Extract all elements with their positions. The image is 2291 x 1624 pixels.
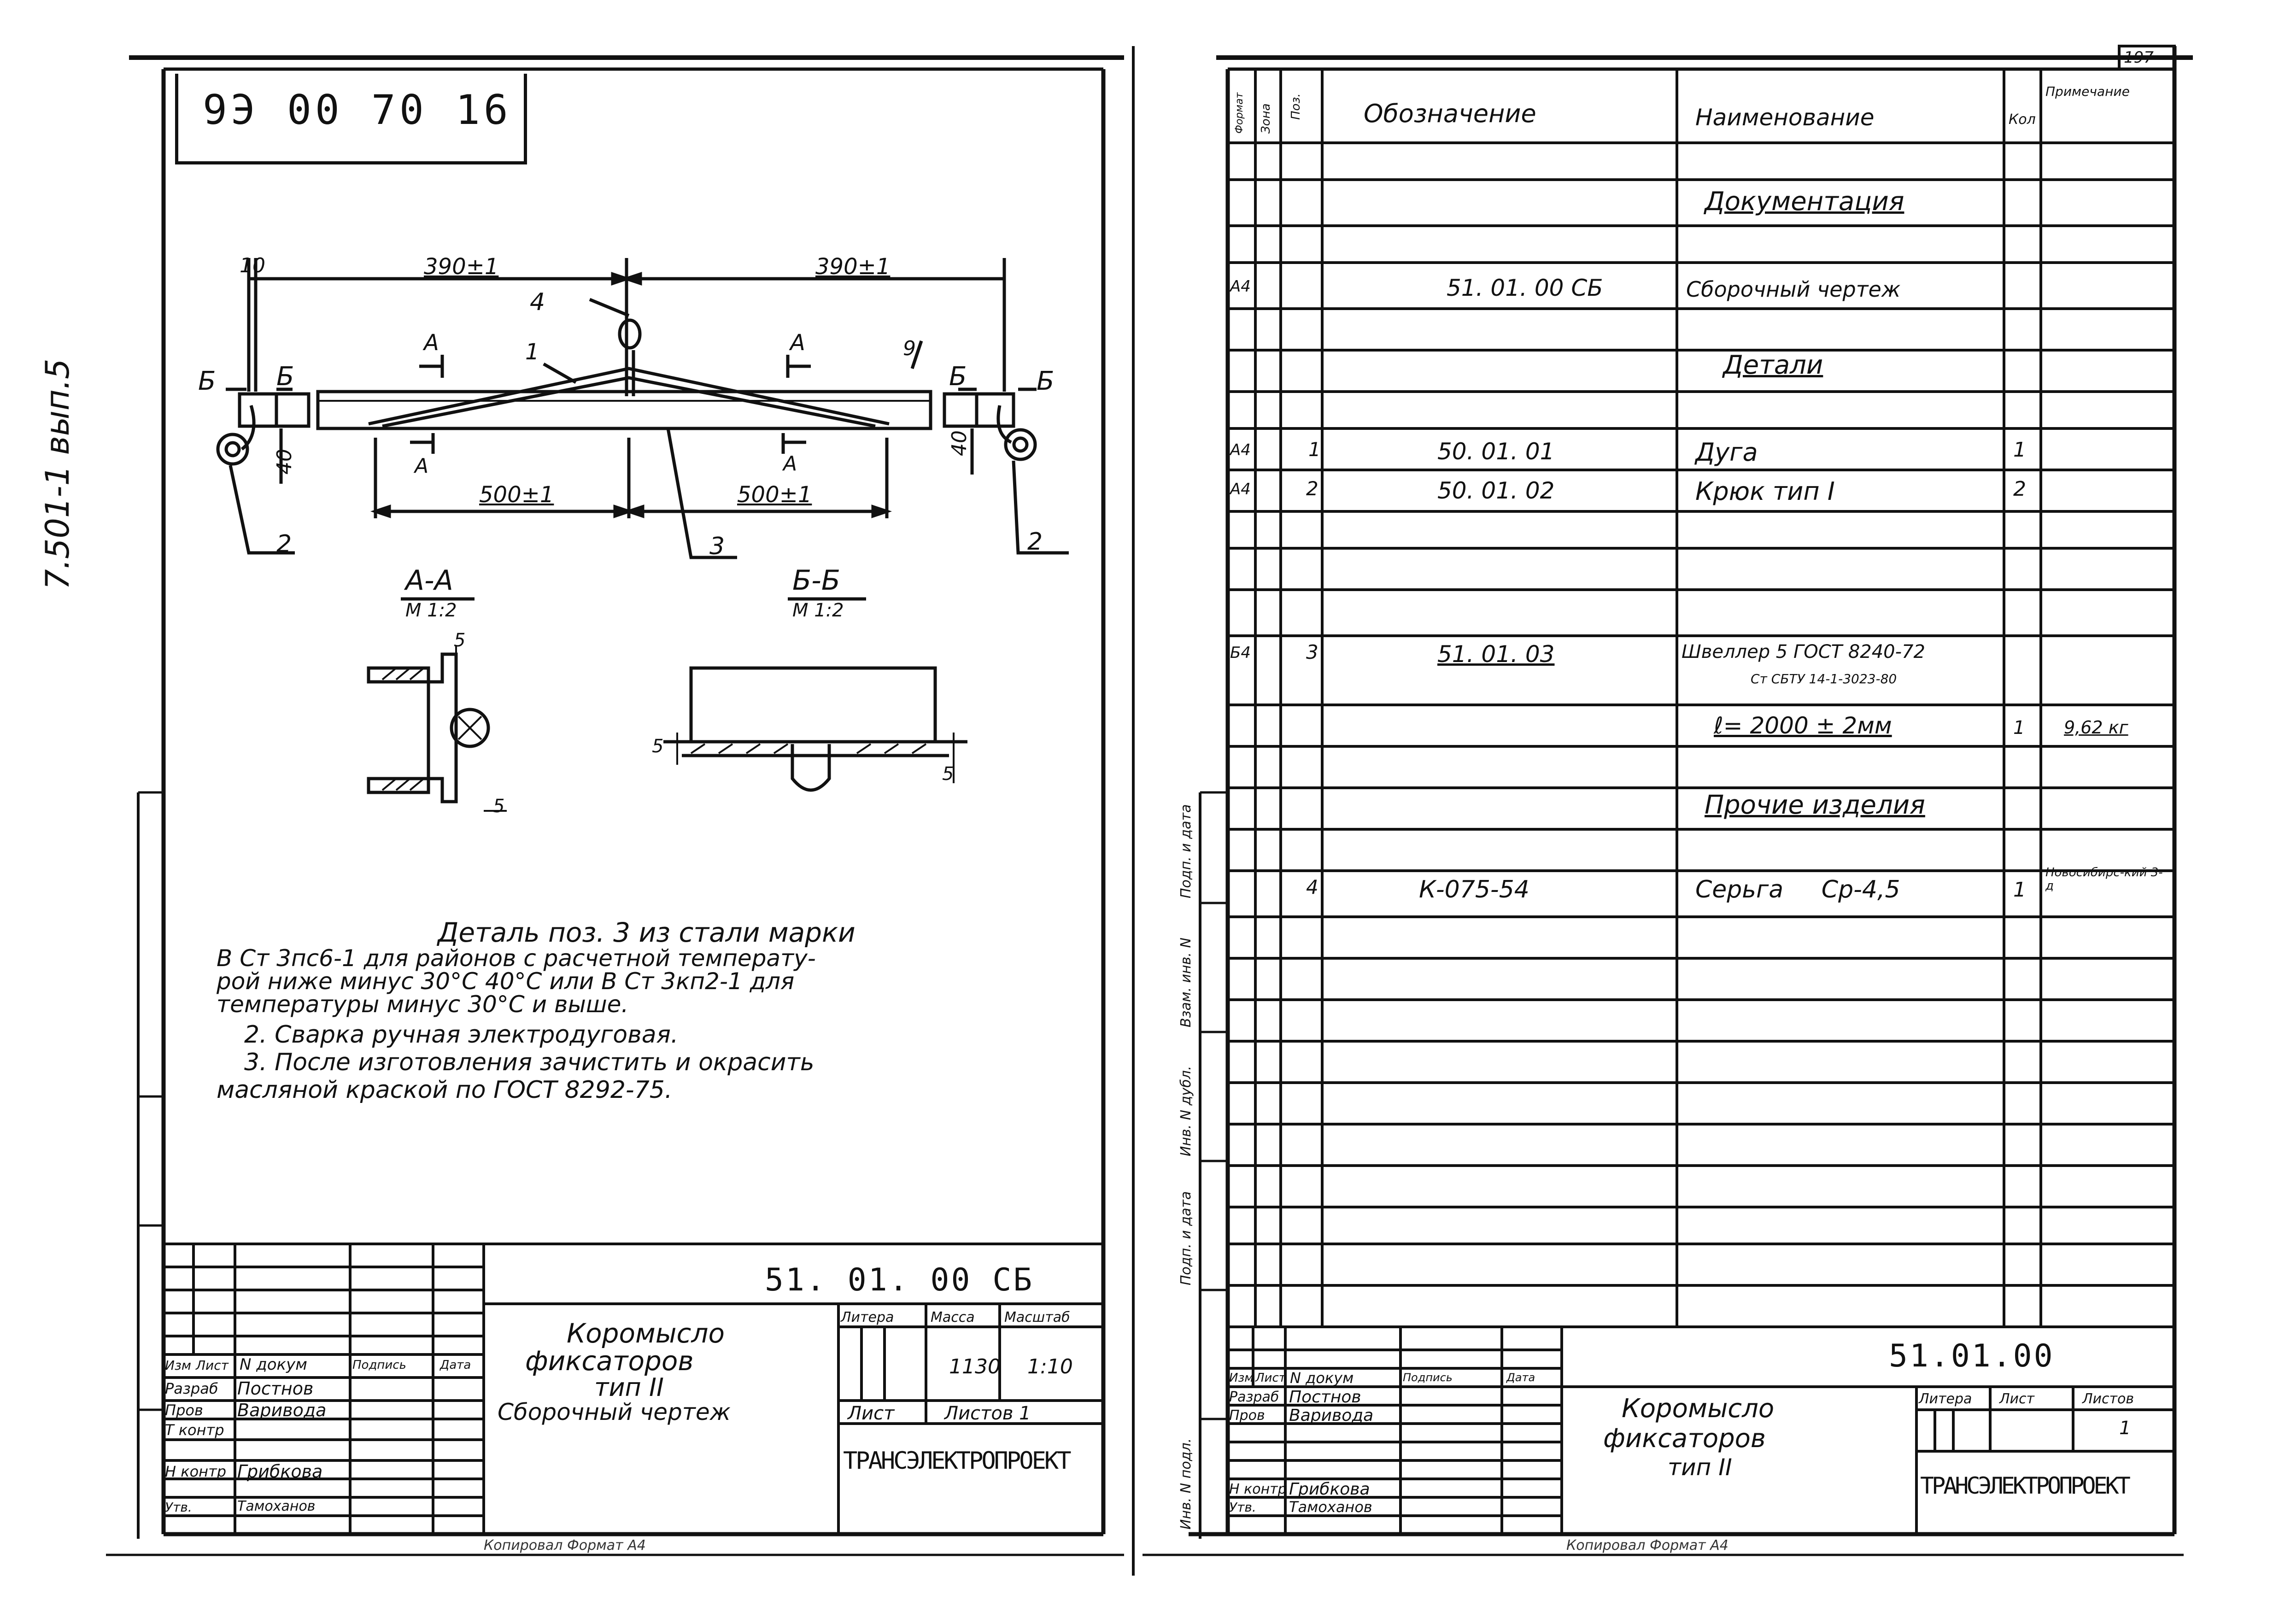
section-mark-a-2: А: [790, 330, 805, 356]
section-mark-b-1: Б: [198, 366, 216, 396]
right-hdr-litera: Литера: [1919, 1391, 1972, 1407]
right-org: ТРАНСЭЛЕКТРОПРОЕКТ: [1920, 1472, 2128, 1499]
row-length-qty: 1: [2013, 717, 2025, 739]
hdr-note: Примечание: [2045, 84, 2130, 99]
left-head-izm: Изм: [165, 1358, 191, 1373]
right-person-4: Грибкова: [1289, 1480, 1370, 1499]
left-role-6: Утв.: [165, 1500, 192, 1515]
section-b-scale: М 1:2: [792, 600, 844, 621]
row-1-qty: 1: [2013, 438, 2026, 462]
left-hdr-masshtab: Масштаб: [1004, 1309, 1070, 1325]
right-title-line-2: фиксаторов: [1603, 1424, 1766, 1454]
dim-390-left: 390±1: [424, 254, 499, 280]
section-mark-a-3: А: [415, 454, 429, 478]
right-role-4: Н контр: [1229, 1481, 1287, 1497]
note-line-2: В Ст 3пс6-1 для районов с расчетной температу-: [217, 945, 816, 972]
left-hdr-massa: Масса: [931, 1309, 975, 1325]
section-mark-b-3: Б: [949, 362, 967, 392]
callout-2-left: 2: [276, 530, 292, 558]
hdr-name: Наименование: [1695, 104, 1875, 131]
row-4-name: Серьга Ср-4,5: [1695, 876, 1900, 903]
side-label-signature-1: Подп. и дата: [1178, 804, 1194, 898]
row-2-designation: 50. 01. 02: [1437, 477, 1555, 504]
row-4-note: Новосибирс-кий 3-д: [2045, 866, 2163, 893]
row-3-name: Швеллер 5 ГОСТ 8240-72: [1682, 641, 1925, 662]
row-assembly-name: Сборочный чертеж: [1686, 277, 1901, 302]
dim-9: 9: [903, 337, 916, 360]
left-person-1: Постнов: [237, 1378, 314, 1399]
row-1-format: А4: [1230, 441, 1251, 459]
left-title-line-2: фиксаторов: [525, 1345, 694, 1377]
row-length-note: 9,62 кг: [2064, 717, 2128, 738]
left-org: ТРАНСЭЛЕКТРОПРОЕКТ: [843, 1447, 1070, 1475]
left-person-5: Грибкова: [237, 1461, 323, 1482]
dim-500-left: 500±1: [479, 482, 554, 508]
right-role-5: Утв.: [1229, 1500, 1256, 1515]
callout-1: 1: [525, 339, 539, 365]
left-title-line-3: тип II: [594, 1373, 664, 1402]
section-a-title: А-А: [405, 564, 453, 597]
row-1-name: Дуга: [1695, 438, 1758, 467]
right-hdr-list: Лист: [1999, 1391, 2035, 1407]
section-mark-a-1: А: [424, 330, 439, 356]
left-head-ndok: N докум: [240, 1355, 307, 1374]
left-person-6: Тамоханов: [237, 1498, 316, 1514]
row-3-name-standard: Ст СБТУ 14-1-3023-80: [1751, 671, 1897, 686]
right-role-1: Разраб: [1229, 1389, 1279, 1405]
side-label-signature-2: Подп. и дата: [1178, 1191, 1194, 1285]
left-person-2: Варивода: [237, 1400, 327, 1420]
row-assembly-designation: 51. 01. 00 СБ: [1447, 275, 1603, 301]
left-head-podpis: Подпись: [352, 1358, 406, 1372]
note-line-7: масляной краской по ГОСТ 8292-75.: [217, 1076, 673, 1104]
left-footer: Копировал Формат А4: [484, 1537, 646, 1554]
row-3-pos: 3: [1306, 641, 1318, 663]
row-documentation-section: Документация: [1705, 187, 1904, 217]
section-mark-b-4: Б: [1037, 366, 1055, 396]
right-footer: Копировал Формат А4: [1566, 1537, 1729, 1554]
section-b-dim-5-left: 5: [652, 736, 664, 757]
left-mass: 1130: [949, 1355, 1001, 1378]
row-4-qty: 1: [2013, 878, 2026, 902]
row-2-name: Крюк тип I: [1695, 477, 1835, 506]
row-4-pos: 4: [1306, 876, 1318, 898]
section-b-title: Б-Б: [792, 564, 840, 597]
section-a-dim-5-top: 5: [454, 630, 466, 651]
left-scale: 1:10: [1027, 1355, 1073, 1378]
dim-390-right: 390±1: [815, 254, 891, 280]
side-label-dup-inv: Инв. N дубл.: [1178, 1066, 1194, 1156]
row-3-format: Б4: [1230, 644, 1251, 662]
row-4-designation: К-075-54: [1419, 876, 1529, 903]
right-role-2: Пров: [1229, 1407, 1265, 1424]
hdr-format: Формат: [1234, 92, 1245, 134]
row-1-designation: 50. 01. 01: [1437, 438, 1555, 465]
note-line-4: температуры минус 30°С и выше.: [217, 991, 629, 1018]
hdr-pos: Поз.: [1289, 93, 1303, 120]
left-title-line-4: Сборочный чертеж: [498, 1399, 731, 1425]
note-line-1: Деталь поз. 3 из стали марки: [438, 917, 855, 948]
section-a-dim-5-bottom: 5: [493, 796, 505, 817]
section-mark-b-2: Б: [276, 362, 294, 392]
row-1-pos: 1: [1308, 438, 1321, 461]
left-doc-code: 51. 01. 00 СБ: [765, 1262, 1034, 1298]
right-person-1: Постнов: [1289, 1388, 1361, 1407]
right-title-line-3: тип II: [1668, 1454, 1732, 1481]
stamp-code: 9Э 00 70 16: [203, 86, 512, 134]
dim-10: 10: [240, 254, 265, 277]
left-sheets-label: Листов 1: [944, 1403, 1031, 1424]
right-person-2: Варивода: [1289, 1406, 1374, 1425]
callout-2-right: 2: [1027, 528, 1043, 556]
right-head-izm: Изм: [1229, 1371, 1254, 1385]
row-2-format: А4: [1230, 480, 1251, 498]
left-hdr-litera: Литера: [841, 1309, 894, 1325]
right-person-5: Тамоханов: [1289, 1498, 1372, 1516]
hdr-zone: Зона: [1259, 103, 1273, 134]
side-note: 7.501-1 вып.5: [39, 358, 76, 590]
hdr-designation: Обозначение: [1364, 99, 1536, 128]
left-role-5: Н контр: [165, 1463, 227, 1480]
left-sheet-label: Лист: [848, 1403, 895, 1424]
callout-3: 3: [709, 533, 725, 560]
row-assembly-format: А4: [1230, 277, 1251, 296]
side-label-replace-inv: Взам. инв. N: [1178, 938, 1194, 1027]
right-hdr-listov: Листов: [2082, 1391, 2134, 1407]
dim-40-right: 40: [948, 430, 971, 456]
section-a-scale: М 1:2: [405, 600, 457, 621]
right-doc-code: 51.01.00: [1889, 1338, 2055, 1374]
left-role-1: Разраб: [165, 1380, 218, 1397]
right-head-data: Дата: [1506, 1371, 1535, 1384]
row-2-pos: 2: [1306, 477, 1318, 500]
right-sheets: 1: [2119, 1418, 2131, 1439]
row-2-qty: 2: [2013, 477, 2026, 501]
section-b-dim-5-right: 5: [942, 763, 954, 785]
row-other-section: Прочие изделия: [1705, 790, 1925, 820]
right-head-list: Лист: [1255, 1371, 1286, 1385]
left-head-list: Лист: [196, 1358, 229, 1373]
note-line-6: 3. После изготовления зачистить и окрасить: [244, 1049, 814, 1076]
callout-4: 4: [530, 288, 545, 316]
left-role-3: Т контр: [165, 1421, 224, 1439]
row-3-designation: 51. 01. 03: [1437, 641, 1555, 668]
row-details-section: Детали: [1723, 350, 1823, 380]
dim-500-right: 500±1: [737, 482, 812, 508]
left-role-2: Пров: [165, 1401, 203, 1419]
note-line-5: 2. Сварка ручная электродуговая.: [244, 1021, 679, 1049]
note-line-3: рой ниже минус 30°С 40°С или В Ст 3кп2-1 для: [217, 968, 795, 995]
right-head-podpis: Подпись: [1403, 1371, 1453, 1384]
left-head-data: Дата: [440, 1358, 471, 1372]
section-mark-a-4: А: [783, 452, 797, 475]
dim-40-left: 40: [273, 449, 296, 475]
side-label-original-inv: Инв. N подл.: [1178, 1438, 1194, 1530]
right-head-ndok: N докум: [1290, 1369, 1354, 1387]
right-title-line-1: Коромысло: [1622, 1394, 1775, 1424]
row-length-name: ℓ= 2000 ± 2мм: [1714, 712, 1892, 739]
page-number: 197: [2124, 48, 2154, 67]
hdr-qty: Кол: [2009, 111, 2036, 128]
left-title-line-1: Коромысло: [567, 1318, 725, 1349]
